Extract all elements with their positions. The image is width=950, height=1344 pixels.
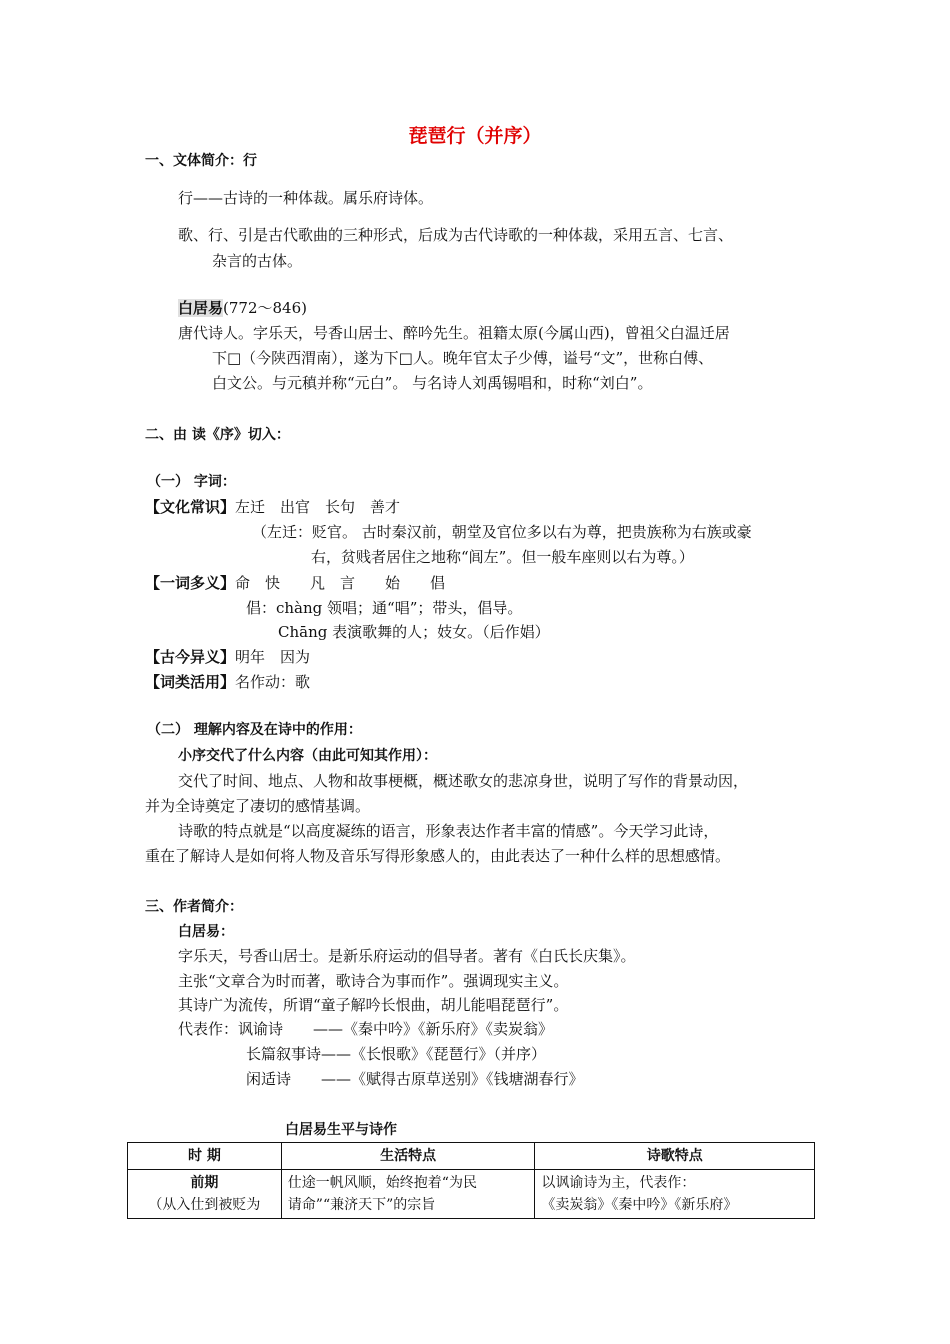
- vocab-culture-label: 【文化常识】: [145, 498, 236, 516]
- life-text-line-2: 请命”“兼济天下”的宗旨: [287, 1197, 436, 1213]
- poem-feature-line-2: 重在了解诗人是如何将人物及音乐写得形象感人的，由此表达了一种什么样的思想感情。: [145, 847, 731, 865]
- section-3-heading: 三、作者简介：: [145, 899, 243, 915]
- life-text-line-1: 仕途一帆风顺，始终抱着“为民: [287, 1175, 477, 1191]
- vocab-culture-row: [145, 496, 400, 518]
- vocab-culture-note-2: 右，贫贱者居住之地称“闾左”。但一般车座则以右为尊。）: [311, 548, 694, 566]
- preface-answer-line-2: 并为全诗奠定了凄切的感情基调。: [145, 797, 371, 815]
- poetry-cell: [535, 1170, 815, 1219]
- header-poetry: 诗歌特点: [535, 1143, 815, 1170]
- author-bio-line-3: 白文公。与元稹并称“元白”。 与名诗人刘禹锡唱和，时称“刘白”。: [212, 374, 653, 392]
- representative-works-leisure: 闲适诗 ——《赋得古原草送别》《钱塘湖春行》: [246, 1070, 584, 1088]
- page-title: 琵琶行（并序）: [408, 125, 542, 147]
- vocab-polysemy-label: 【一词多义】: [145, 574, 236, 592]
- vocab-culture-terms: 左迁 出官 长句 善才: [235, 498, 401, 516]
- vocab-meaning-shift-terms: 明年 因为: [235, 648, 311, 666]
- period-cell: [128, 1170, 282, 1219]
- life-and-works-table: [127, 1142, 815, 1219]
- period-name: 前期: [190, 1175, 219, 1191]
- vocab-word-class-terms: 名作动：歌: [235, 673, 311, 691]
- subsection-vocabulary: （一） 字词：: [147, 474, 236, 490]
- genre-description-line-2: 杂言的古体。: [212, 252, 303, 270]
- preface-answer-line-1: 交代了时间、地点、人物和故事梗概，概述歌女的悲凉身世，说明了写作的背景动因，: [178, 772, 749, 790]
- vocab-culture-note-1: （左迁：贬官。 古时秦汉前，朝堂及官位多以右为尊，把贵族称为右族或豪: [252, 523, 752, 541]
- period-range: （从入仕到被贬为: [148, 1197, 261, 1213]
- vocab-polysemy-terms: 命 快 凡 言 始 倡: [235, 574, 446, 592]
- poem-feature-line-1: 诗歌的特点就是“以高度凝练的语言，形象表达作者丰富的情感”。今天学习此诗，: [178, 822, 719, 840]
- author-years: (772～846): [223, 299, 307, 317]
- representative-works-narrative: 长篇叙事诗——《长恨歌》《琵琶行》（并序）: [246, 1045, 547, 1063]
- table-row: [128, 1170, 815, 1219]
- vocab-word-class-label: 【词类活用】: [145, 673, 236, 691]
- author-bio-line-1: 唐代诗人。字乐天，号香山居士、醉吟先生。祖籍太原(今属山西)，曾祖父白温迁居: [178, 324, 730, 342]
- header-life: 生活特点: [281, 1143, 535, 1170]
- representative-works-satire: 代表作：讽谕诗 ——《秦中吟》《新乐府》《卖炭翁》: [178, 1020, 554, 1038]
- section-1-heading: 一、文体简介：行: [145, 153, 257, 169]
- author-heading: [178, 297, 307, 319]
- table-caption: 白居易生平与诗作: [285, 1122, 397, 1138]
- vocab-polysemy-row: [145, 572, 445, 594]
- vocab-meaning-shift-label: 【古今异义】: [145, 648, 236, 666]
- vocab-meaning-shift-row: [145, 646, 310, 668]
- vocab-polysemy-note-2: Chāng 表演歌舞的人；妓女。（后作娼）: [278, 623, 550, 641]
- genre-description-line-1: 歌、行、引是古代歌曲的三种形式，后成为古代诗歌的一种体裁，采用五言、七言、: [178, 226, 734, 244]
- subsection-understanding: （二） 理解内容及在诗中的作用：: [147, 722, 362, 738]
- author-bio-line-2: 下□（今陕西渭南），遂为下□人。晚年官太子少傅，谥号“文”，世称白傅、: [212, 349, 714, 367]
- author-intro-line-2: 主张“文章合为时而著，歌诗合为事而作”。强调现实主义。: [178, 972, 569, 990]
- author-name-heading: 白居易：: [178, 924, 234, 940]
- preface-question: 小序交代了什么内容（由此可知其作用）：: [178, 748, 437, 764]
- author-intro-line-3: 其诗广为流传，所谓“童子解吟长恨曲，胡儿能唱琵琶行”。: [178, 996, 569, 1014]
- genre-definition: 行——古诗的一种体裁。属乐府诗体。: [178, 189, 434, 207]
- vocab-word-class-row: [145, 671, 310, 693]
- section-2-heading: 二、由 读《序》切入：: [145, 427, 290, 443]
- author-name-highlight: 白居易: [178, 299, 224, 317]
- poetry-text-line-1: 以讽谕诗为主，代表作：: [541, 1175, 696, 1191]
- header-period: 时 期: [128, 1143, 282, 1170]
- vocab-polysemy-note-1: 倡：chàng 领唱；通“唱”；带头，倡导。: [246, 599, 523, 617]
- author-intro-line-1: 字乐天，号香山居士。是新乐府运动的倡导者。著有《白氏长庆集》。: [178, 947, 636, 965]
- table-header-row: [128, 1143, 815, 1170]
- poetry-text-line-2: 《卖炭翁》《秦中吟》《新乐府》: [541, 1197, 738, 1213]
- life-cell: [281, 1170, 535, 1219]
